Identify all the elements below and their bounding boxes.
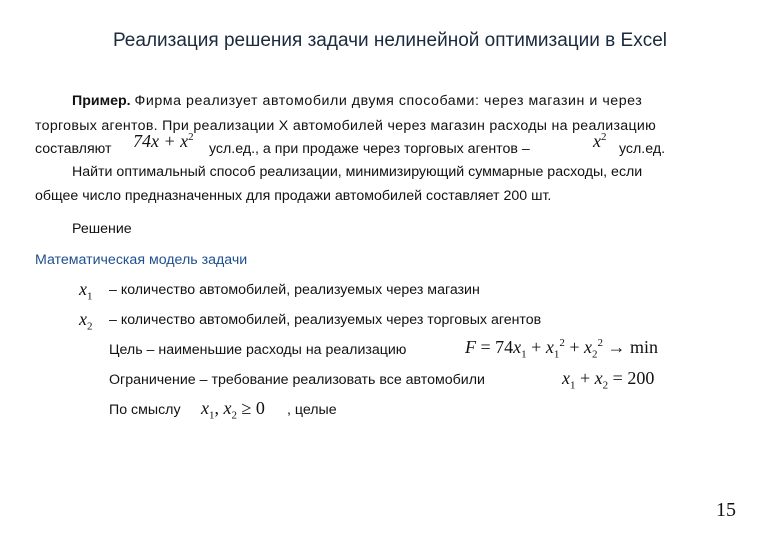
meaning-text: По смыслу xyxy=(109,402,181,418)
var-x1-description: – количество автомобилей, реализуемых через магазин xyxy=(109,282,480,298)
arrow-right-icon: → xyxy=(607,337,626,357)
agent-cost-formula: $x^2$ xyxy=(593,131,607,151)
page-number: 15 xyxy=(716,499,736,521)
constraint-formula: $x_1 + x_2 = 200$ xyxy=(562,368,655,392)
meaning-tail: , целые xyxy=(287,402,337,418)
var-x1-letter: x xyxy=(79,279,87,299)
example-line-1 xyxy=(72,93,642,109)
shop-cost-formula-text: 74x + x xyxy=(133,131,189,151)
example-line-3-end: усл.ед. xyxy=(619,141,666,157)
var-x1-index: 1 xyxy=(87,290,93,303)
shop-cost-formula: $74x + x^2$ xyxy=(133,131,194,151)
example-line-5: общее число предназначенных для продажи автомобилей составляет 200 шт. xyxy=(35,188,552,204)
agent-cost-formula-text: x xyxy=(593,131,601,151)
objective-function: $F = 74x_1 + x_1^2 + x_2^2 \to \min$ xyxy=(465,337,658,361)
var-x2-description: – количество автомобилей, реализуемых через торговых агентов xyxy=(109,312,542,328)
goal-text: Цель – наименьшие расходы на реализацию xyxy=(109,342,407,358)
solution-label: Решение xyxy=(72,221,132,237)
example-line-3-mid: усл.ед., а при продаже через торговых агентов – xyxy=(209,141,530,157)
example-line-3-start: составляют xyxy=(35,141,112,157)
constraint-value: 200 xyxy=(627,368,655,388)
var-x2-letter: x xyxy=(79,309,87,329)
example-line-2: торговых агентов. При реализации X автомобилей через магазин расходы на реализацию xyxy=(35,118,657,134)
var-x2-symbol xyxy=(79,309,93,333)
nonnegativity-formula: $x_1$, $x_2 \ge 0$ xyxy=(201,398,265,422)
constraint-text: Ограничение – требование реализовать все автомобили xyxy=(109,372,485,388)
slide-title: Реализация решения задачи нелинейной оптимизации в Excel xyxy=(112,30,668,51)
model-heading: Математическая модель задачи xyxy=(35,252,248,268)
example-label: Пример. xyxy=(72,93,131,109)
var-x2-index: 2 xyxy=(87,320,93,333)
var-x1-symbol xyxy=(79,279,93,303)
example-line-4: Найти оптимальный способ реализации, минимизирующий суммарные расходы, если xyxy=(72,164,643,180)
example-text-1: Фирма реализует автомобили двумя способами: через магазин и через xyxy=(134,93,643,109)
